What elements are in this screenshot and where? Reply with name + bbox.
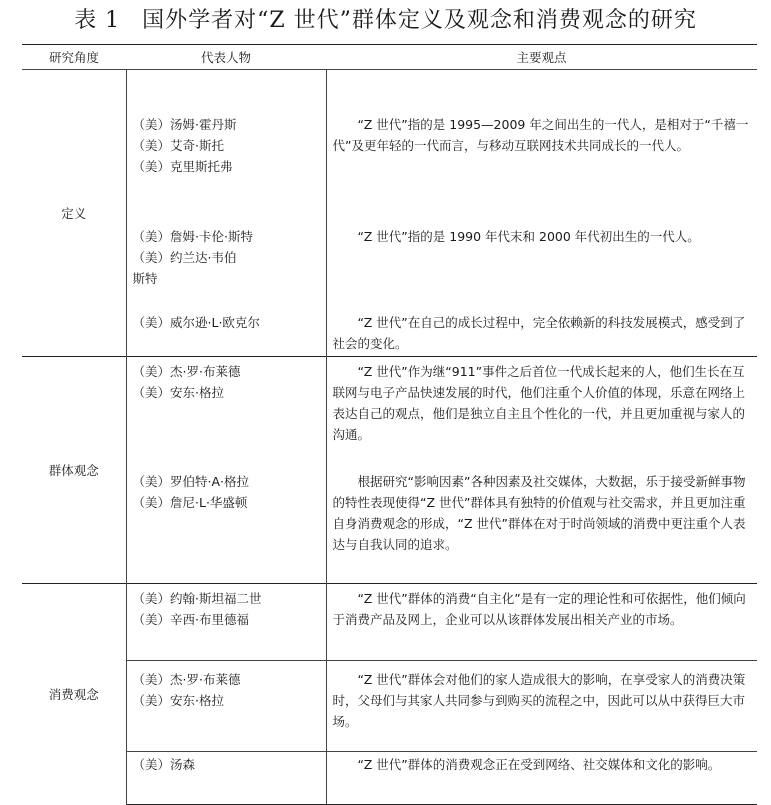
table-row: [22, 70, 757, 209]
view-cell: “Z 世代”群体的消费观念正在受到网络、社交媒体和文化的影响。: [326, 752, 757, 805]
category-group-concept: 群体观念: [22, 357, 126, 584]
author-name: （美）约兰达·韦伯: [132, 250, 237, 265]
header-row: [22, 45, 757, 70]
author-name: （美）威尔逊·L·欧克尔: [132, 315, 260, 330]
author-name: （美）艾奇·斯托: [132, 138, 224, 153]
author-name: （美）汤森: [132, 757, 196, 772]
category-consumption-concept: 消费观念: [22, 584, 126, 805]
author-name: （美）杰·罗·布莱德: [132, 364, 241, 379]
header-main-views: 主要观点: [326, 45, 757, 70]
authors-cell: [126, 294, 326, 357]
authors-cell: [126, 70, 326, 209]
authors-cell: [126, 357, 326, 454]
table-row: [22, 357, 757, 454]
authors-cell: [126, 752, 326, 805]
author-name: 斯特: [132, 271, 158, 286]
table-number: 表 1: [74, 8, 121, 33]
author-name: （美）安东·格拉: [132, 385, 224, 400]
author-name: （美）詹尼·L·华盛顿: [132, 495, 248, 510]
view-cell: “Z 世代”在自己的成长过程中，完全依赖新的科技发展模式，感受到了社会的变化。: [332, 315, 746, 351]
author-name: （美）安东·格拉: [132, 693, 224, 708]
table-row: [22, 208, 757, 294]
view-cell: “Z 世代”作为继“911”事件之后首位一代成长起来的人，他们生长在互联网与电子产品快速发展的时代，他们注重个人价值的体现，乐意在网络上表达自己的观点，他们是独立自主且个性化的一代，并且更加重视与家人的沟通。: [326, 357, 757, 454]
authors-cell: [126, 661, 326, 752]
view-cell: “Z 世代”群体会对他们的家人造成很大的影响，在享受家人的消费决策时，父母们与其家人共同参与到购买的流程之中，因此可以从中获得巨大市场。: [326, 661, 757, 752]
research-table: [22, 44, 757, 805]
table-row: [22, 584, 757, 661]
header-research-angle: 研究角度: [22, 45, 126, 70]
table-row: [22, 661, 757, 752]
author-name: （美）詹姆·卡伦·斯特: [132, 229, 253, 244]
view-cell: “Z 世代”群体的消费“自主化”是有一定的理论性和可依据性，他们倾向于消费产品及网上，企业可以从该群体发展出相关产业的市场。: [326, 584, 757, 661]
author-name: （美）约翰·斯坦福二世: [132, 591, 262, 606]
table-title: [0, 6, 771, 36]
category-definition: 定义: [22, 70, 126, 357]
view-cell: 根据研究“影响因素”各种因素及社交媒体，大数据，乐于接受新鲜事物的特性表现使得“Z 世代”群体具有独特的价值观与社交需求，并且更加注重自身消费观念的形成，“Z 世代”群体在对于时尚领域的消费中更注重个人表达与自我认同的追求。: [332, 474, 746, 552]
authors-cell: [126, 584, 326, 661]
table-row: [22, 294, 757, 357]
authors-cell: [126, 453, 326, 584]
table-row: [22, 453, 757, 584]
view-cell: “Z 世代”指的是 1990 年代末和 2000 年代初出生的一代人。: [357, 229, 700, 244]
author-name: （美）辛西·布里德福: [132, 612, 249, 627]
author-name: （美）汤姆·霍丹斯: [132, 117, 237, 132]
author-name: （美）罗伯特·A·格拉: [132, 474, 249, 489]
author-name: （美）克里斯托弗: [132, 159, 233, 174]
authors-cell: [126, 208, 326, 294]
author-name: （美）杰·罗·布莱德: [132, 672, 241, 687]
table-caption: 国外学者对“Z 世代”群体定义及观念和消费观念的研究: [142, 8, 697, 33]
view-cell: “Z 世代”指的是 1995—2009 年之间出生的一代人，是相对于“千禧一代”及更年轻的一代而言，与移动互联网技术共同成长的一代人。: [332, 117, 749, 153]
header-representatives: 代表人物: [126, 45, 326, 70]
table-row: [22, 752, 757, 805]
